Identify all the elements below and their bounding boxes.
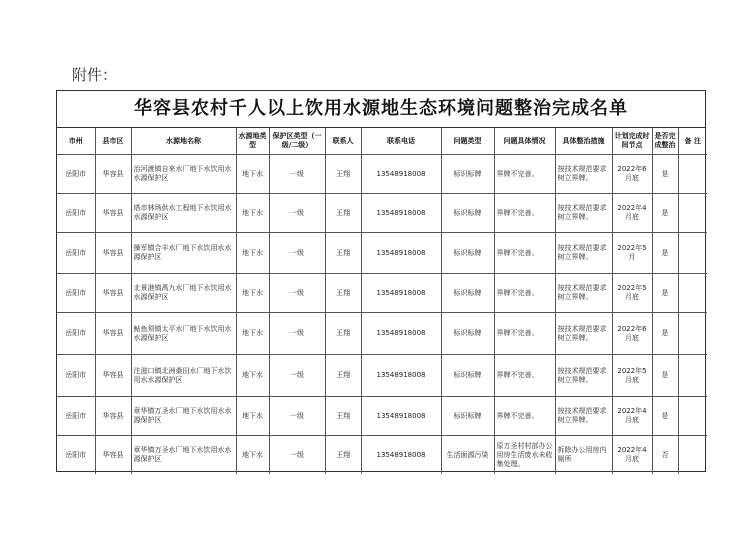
cell-measure: 拆除办公用房内厕所 bbox=[555, 436, 612, 475]
cell-city: 岳阳市 bbox=[57, 436, 95, 475]
cell-phone: 13548918008 bbox=[361, 194, 441, 233]
cell-completed: 是 bbox=[652, 397, 678, 436]
cell-source-type: 地下水 bbox=[236, 436, 269, 475]
table-row bbox=[57, 436, 707, 475]
cell-measure: 按技术规范要求树立界牌。 bbox=[555, 194, 612, 233]
cell-protection-level: 一级 bbox=[269, 397, 325, 436]
cell-completed: 是 bbox=[652, 233, 678, 274]
cell-contact: 王翔 bbox=[325, 397, 361, 436]
cell-source-name: 注滋口镇北洲桑田水厂地下水饮用水水源保护区 bbox=[131, 355, 236, 397]
attachment-label: 附件： bbox=[72, 66, 118, 84]
cell-city: 岳阳市 bbox=[57, 155, 95, 194]
header-contact: 联系人 bbox=[325, 128, 361, 155]
table-row bbox=[57, 313, 707, 355]
cell-county: 华容县 bbox=[95, 155, 131, 194]
cell-deadline: 2022年6月底 bbox=[612, 155, 652, 194]
cell-deadline: 2022年5月底 bbox=[612, 355, 652, 397]
cell-protection-level: 一级 bbox=[269, 436, 325, 475]
cell-source-name: 操军镇合丰水厂地下水饮用水水源保护区 bbox=[131, 233, 236, 274]
cell-note bbox=[678, 355, 707, 397]
header-county: 县市区 bbox=[95, 128, 131, 155]
cell-completed: 是 bbox=[652, 355, 678, 397]
cell-source-type: 地下水 bbox=[236, 194, 269, 233]
cell-phone: 13548918008 bbox=[361, 155, 441, 194]
cell-deadline: 2022年5月底 bbox=[612, 274, 652, 313]
cell-protection-level: 一级 bbox=[269, 233, 325, 274]
cell-city: 岳阳市 bbox=[57, 397, 95, 436]
cell-completed: 是 bbox=[652, 274, 678, 313]
cell-issue-type: 标识标牌 bbox=[441, 313, 494, 355]
header-issue-detail: 问题具体情况 bbox=[494, 128, 555, 155]
cell-county: 华容县 bbox=[95, 313, 131, 355]
cell-deadline: 2022年6月底 bbox=[612, 313, 652, 355]
cell-source-name: 塔市林场供水工程地下水饮用水水源保护区 bbox=[131, 194, 236, 233]
cell-measure: 按技术规范要求树立界牌。 bbox=[555, 313, 612, 355]
cell-phone: 13548918008 bbox=[361, 274, 441, 313]
cell-source-name: 鲇鱼须镇太平水厂地下水饮用水水源保护区 bbox=[131, 313, 236, 355]
cell-issue-type: 标识标牌 bbox=[441, 155, 494, 194]
cell-county: 华容县 bbox=[95, 233, 131, 274]
header-city: 市州 bbox=[57, 128, 95, 155]
cell-completed: 否 bbox=[652, 436, 678, 475]
cell-city: 岳阳市 bbox=[57, 274, 95, 313]
cell-issue-detail: 界牌不完善。 bbox=[494, 274, 555, 313]
header-source-type: 水源地类型 bbox=[236, 128, 269, 155]
cell-contact: 王翔 bbox=[325, 313, 361, 355]
header-protection-level: 保护区类型（一级/二级） bbox=[269, 128, 325, 155]
cell-note bbox=[678, 194, 707, 233]
cell-issue-detail: 界牌不完善。 bbox=[494, 355, 555, 397]
cell-county: 华容县 bbox=[95, 397, 131, 436]
cell-contact: 王翔 bbox=[325, 355, 361, 397]
cell-issue-type: 标识标牌 bbox=[441, 233, 494, 274]
cell-issue-detail: 界牌不完善。 bbox=[494, 155, 555, 194]
cell-note bbox=[678, 274, 707, 313]
cell-source-name: 章华镇万圣水厂地下水饮用水水源保护区 bbox=[131, 436, 236, 475]
cell-county: 华容县 bbox=[95, 436, 131, 475]
cell-source-name: 治河渡镇自来水厂地下水饮用水水源保护区 bbox=[131, 155, 236, 194]
cell-measure: 按技术规范要求树立界牌。 bbox=[555, 155, 612, 194]
cell-deadline: 2022年4月底 bbox=[612, 436, 652, 475]
cell-completed: 是 bbox=[652, 313, 678, 355]
cell-phone: 13548918008 bbox=[361, 233, 441, 274]
cell-source-type: 地下水 bbox=[236, 313, 269, 355]
header-measure: 具体整治措施 bbox=[555, 128, 612, 155]
cell-source-type: 地下水 bbox=[236, 233, 269, 274]
cell-issue-detail: 界牌不完善。 bbox=[494, 313, 555, 355]
cell-issue-detail: 原万圣村村部办公用房生活废水未收集处理。 bbox=[494, 436, 555, 475]
cell-protection-level: 一级 bbox=[269, 274, 325, 313]
cell-measure: 按技术规范要求树立界牌。 bbox=[555, 397, 612, 436]
cell-county: 华容县 bbox=[95, 194, 131, 233]
table-row bbox=[57, 397, 707, 436]
header-phone: 联系电话 bbox=[361, 128, 441, 155]
table-row bbox=[57, 274, 707, 313]
cell-note bbox=[678, 233, 707, 274]
cell-note bbox=[678, 397, 707, 436]
cell-completed: 是 bbox=[652, 194, 678, 233]
cell-source-name: 章华镇万圣水厂地下水饮用水水源保护区 bbox=[131, 397, 236, 436]
cell-protection-level: 一级 bbox=[269, 155, 325, 194]
cell-issue-detail: 界牌不完善。 bbox=[494, 397, 555, 436]
header-note: 备 注 bbox=[678, 128, 707, 155]
table-header-row bbox=[57, 128, 707, 155]
cell-phone: 13548918008 bbox=[361, 313, 441, 355]
header-issue-type: 问题类型 bbox=[441, 128, 494, 155]
cell-issue-type: 标识标牌 bbox=[441, 355, 494, 397]
cell-phone: 13548918008 bbox=[361, 355, 441, 397]
cell-issue-detail: 界牌不完善。 bbox=[494, 233, 555, 274]
cell-note bbox=[678, 436, 707, 475]
cell-source-type: 地下水 bbox=[236, 155, 269, 194]
cell-county: 华容县 bbox=[95, 274, 131, 313]
cell-measure: 按技术规范要求树立界牌。 bbox=[555, 355, 612, 397]
cell-protection-level: 一级 bbox=[269, 194, 325, 233]
cell-phone: 13548918008 bbox=[361, 397, 441, 436]
cell-city: 岳阳市 bbox=[57, 355, 95, 397]
cell-city: 岳阳市 bbox=[57, 313, 95, 355]
cell-issue-detail: 界牌不完善。 bbox=[494, 194, 555, 233]
cell-deadline: 2022年4月底 bbox=[612, 194, 652, 233]
cell-completed: 是 bbox=[652, 155, 678, 194]
header-source-name: 水源地名称 bbox=[131, 128, 236, 155]
cell-issue-type: 标识标牌 bbox=[441, 397, 494, 436]
cell-note bbox=[678, 155, 707, 194]
cell-measure: 按技术规范要求树立界牌。 bbox=[555, 274, 612, 313]
cell-source-type: 地下水 bbox=[236, 397, 269, 436]
header-completed: 是否完成整治 bbox=[652, 128, 678, 155]
document-sheet bbox=[56, 90, 706, 472]
cell-contact: 王翔 bbox=[325, 155, 361, 194]
cell-measure: 按技术规范要求树立界牌。 bbox=[555, 233, 612, 274]
cell-contact: 王翔 bbox=[325, 274, 361, 313]
cell-source-name: 北景港镇禹九水厂地下水饮用水水源保护区 bbox=[131, 274, 236, 313]
cell-city: 岳阳市 bbox=[57, 194, 95, 233]
cell-protection-level: 一级 bbox=[269, 355, 325, 397]
cell-city: 岳阳市 bbox=[57, 233, 95, 274]
cell-source-type: 地下水 bbox=[236, 355, 269, 397]
cell-county: 华容县 bbox=[95, 355, 131, 397]
header-deadline: 计划完成时间节点 bbox=[612, 128, 652, 155]
cell-issue-type: 标识标牌 bbox=[441, 274, 494, 313]
table-row bbox=[57, 233, 707, 274]
cell-note bbox=[678, 313, 707, 355]
cell-protection-level: 一级 bbox=[269, 313, 325, 355]
cell-phone: 13548918008 bbox=[361, 436, 441, 475]
cell-deadline: 2022年4月底 bbox=[612, 397, 652, 436]
table-row bbox=[57, 155, 707, 194]
cell-deadline: 2022年5月 bbox=[612, 233, 652, 274]
table-row bbox=[57, 355, 707, 397]
cell-contact: 王翔 bbox=[325, 233, 361, 274]
table-row bbox=[57, 194, 707, 233]
cell-contact: 王翔 bbox=[325, 436, 361, 475]
document-title: 华容县农村千人以上饮用水源地生态环境问题整治完成名单 bbox=[57, 91, 705, 128]
rectification-table bbox=[57, 128, 707, 474]
cell-source-type: 地下水 bbox=[236, 274, 269, 313]
cell-contact: 王翔 bbox=[325, 194, 361, 233]
cell-issue-type: 标识标牌 bbox=[441, 194, 494, 233]
cell-issue-type: 生活面源污染 bbox=[441, 436, 494, 475]
